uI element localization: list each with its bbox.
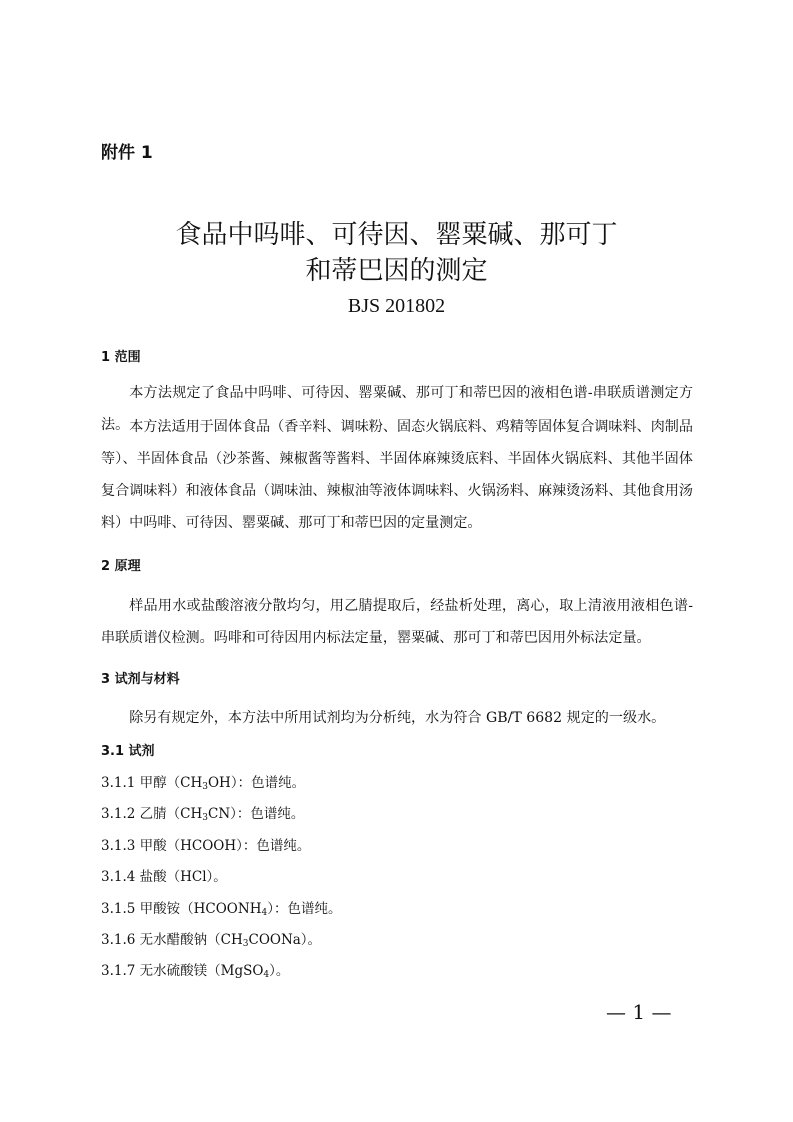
reagent-item: 3.1.1 甲醇$(CH_3OH)$：色谱纯。 <box>101 775 306 792</box>
reagent-item: 3.1.4 盐酸（HCl）。 <box>101 869 227 885</box>
reagent-item: 3.1.2 乙腈$(CH_3CN)$：色谱纯。 <box>101 806 305 823</box>
paragraph: 除另有规定外，本方法中所用试剂均为分析纯，水为符合 GB/T 6682 规定的一级水。 <box>129 710 666 726</box>
paragraph: 本方法适用于固体食品（香辛料、调味粉、固态火锅底料、鸡精等固体复合调味料、肉制品等）、半固体食品（沙茶酱、辣椒酱等酱料、半固体麻辣烫底料、半固体火锅底料、其他半固体复合调味料）和液体食品（调味油、辣椒油等液体调味料、火锅汤料、麻辣烫汤料、其他食用汤料）中吗啡、可待因、罂粟碱、那可丁和蒂巴因的定量测定。 <box>101 419 693 531</box>
standard-code: BJS 201802 <box>347 295 446 317</box>
reagent-item: 3.1.6 无水醋酸钠$(CH_3COONa)$。 <box>101 932 322 949</box>
reagent-item: 3.1.5 甲酸铵$(HCOONH_4)$：色谱纯。 <box>101 901 342 918</box>
title-line-1: 食品中吗啡、可待因、罂粟碱、那可丁 <box>175 220 618 250</box>
annex-label: 附件 1 <box>101 143 153 163</box>
page-number: — 1 — <box>606 1000 672 1024</box>
section-heading-scope: 1 范围 <box>101 350 141 365</box>
reagent-item: 3.1.3 甲酸（HCOOH）：色谱纯。 <box>101 838 311 854</box>
reagent-item: 3.1.7 无水硫酸镁（MgSO$_4$）。 <box>101 963 290 980</box>
subsection-heading: 3.1 试剂 <box>101 744 155 759</box>
paragraph: 本方法规定了食品中吗啡、可待因、罂粟碱、那可丁和蒂巴因的液相色谱-串联质谱测定方法。 <box>101 385 693 433</box>
title-line-2: 和蒂巴因的测定 <box>305 256 488 286</box>
section-heading-reagents: 3 试剂与材料 <box>101 672 180 687</box>
section-heading-principle: 2 原理 <box>101 559 141 574</box>
paragraph: 样品用水或盐酸溶液分散均匀，用乙腈提取后，经盐析处理，离心，取上清液用液相色谱-串联质谱仪检测。吗啡和可待因用内标法定量，罂粟碱、那可丁和蒂巴因用外标法定量。 <box>101 598 693 646</box>
